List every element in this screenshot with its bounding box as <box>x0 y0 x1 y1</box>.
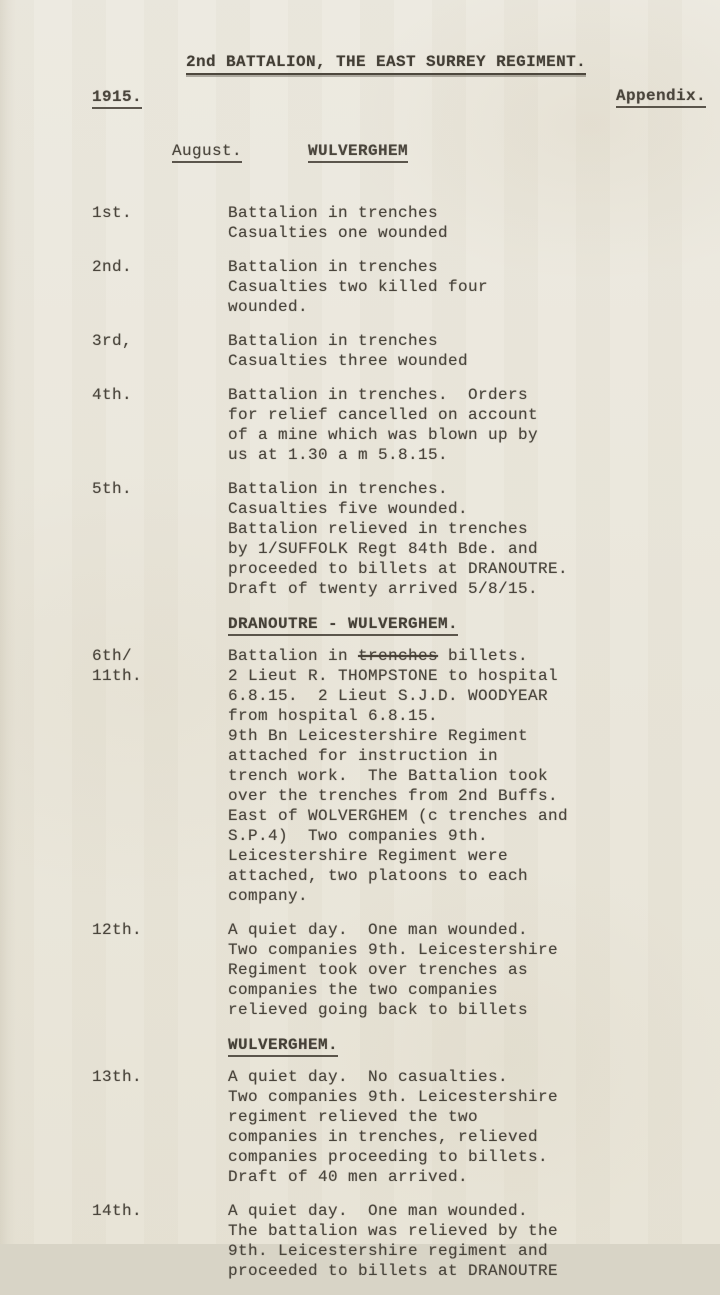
entry-body <box>228 920 720 1020</box>
entry-text-line: wounded. <box>228 298 309 316</box>
entry-text-line: relieved going back to billets <box>228 1001 529 1019</box>
entry-body <box>228 479 720 599</box>
entry-text-line: 9th Bn Leicestershire Regiment <box>228 727 529 745</box>
struck-out-text: trenches <box>358 647 439 665</box>
entry-day-line: 12th. <box>92 921 143 939</box>
entry-text-line: from hospital 6.8.15. <box>228 707 439 725</box>
entry-text-line: trench work. The Battalion took <box>228 767 549 785</box>
entry-text-line: Battalion relieved in trenches <box>228 520 529 538</box>
entry-body <box>228 1067 720 1187</box>
entry-text-line: Battalion in trenches <box>228 204 439 222</box>
entry-text-line: S.P.4) Two companies 9th. <box>228 827 489 845</box>
entry-text-line <box>228 646 720 666</box>
entry-text-line: by 1/SUFFOLK Regt 84th Bde. and <box>228 540 539 558</box>
entry-text-line: Draft of twenty arrived 5/8/15. <box>228 580 539 598</box>
diary-entry <box>92 203 720 243</box>
diary-entry <box>92 331 720 371</box>
entry-text-line: Draft of 40 men arrived. <box>228 1168 469 1186</box>
entry-text-line: The battalion was relieved by the <box>228 1222 559 1240</box>
entry-text-line: 9th. Leicestershire regiment and <box>228 1242 549 1260</box>
entry-text-line: for relief cancelled on account <box>228 406 539 424</box>
entry-text-line: proceeded to billets at DRANOUTRE. <box>228 560 569 578</box>
diary-entry <box>92 646 720 906</box>
diary-entry <box>92 920 720 1020</box>
section-heading <box>228 1035 720 1055</box>
entry-day-label <box>92 257 228 277</box>
entry-text-line: Casualties three wounded <box>228 352 469 370</box>
entry-text-line: of a mine which was blown up by <box>228 426 539 444</box>
entry-text-line: East of WOLVERGHEM (c trenches and <box>228 807 569 825</box>
month-row <box>92 121 720 181</box>
entry-text-line: companies proceeding to billets. <box>228 1148 549 1166</box>
entry-text-line: Casualties one wounded <box>228 224 449 242</box>
entry-text-line: Regiment took over trenches as <box>228 961 529 979</box>
month-label: August. <box>92 121 228 181</box>
entry-day-line: 14th. <box>92 1202 143 1220</box>
entry-body <box>228 257 720 317</box>
entry-text-line: companies in trenches, relieved <box>228 1128 539 1146</box>
entry-text-line: Battalion in trenches. Orders <box>228 386 529 404</box>
entry-text-line: A quiet day. No casualties. <box>228 1068 509 1086</box>
diary-entries <box>0 121 720 1295</box>
diary-entry <box>92 1067 720 1187</box>
entry-text-line: us at 1.30 a m 5.8.15. <box>228 446 449 464</box>
entry-text-line: proceeded to billets at DRANOUTRE <box>228 1262 559 1280</box>
entry-day-label <box>92 646 228 686</box>
entry-day-line: 1st. <box>92 204 133 222</box>
entry-text-line: Battalion in trenches <box>228 258 439 276</box>
entry-day-line: 11th. <box>92 667 143 685</box>
entry-text-segment: Battalion in <box>228 647 359 665</box>
page-title <box>146 32 586 92</box>
section-heading-text: WULVERGHEM. <box>228 1036 338 1057</box>
entry-body <box>228 1201 720 1281</box>
diary-entry <box>92 257 720 317</box>
section-heading <box>228 614 720 634</box>
section-heading: WULVERGHEM <box>228 121 720 181</box>
entry-text-line: 2 Lieut R. THOMPSTONE to hospital <box>228 667 559 685</box>
entry-text-line: attached, two platoons to each <box>228 867 529 885</box>
entry-text-line: 6.8.15. 2 Lieut S.J.D. WOODYEAR <box>228 687 549 705</box>
entry-day-label <box>92 1067 228 1087</box>
entry-body <box>228 646 720 906</box>
entry-text-line: Two companies 9th. Leicestershire <box>228 941 559 959</box>
entry-text-segment: billets. <box>438 647 529 665</box>
entry-text-line: Two companies 9th. Leicestershire <box>228 1088 559 1106</box>
entry-text-line: Leicestershire Regiment were <box>228 847 509 865</box>
entry-day-label <box>92 1201 228 1221</box>
page-title-text: 2nd BATTALION, THE EAST SURREY REGIMENT. <box>186 53 586 75</box>
appendix-label: Appendix. <box>616 86 706 106</box>
diary-entry <box>92 385 720 465</box>
entry-day-line: 4th. <box>92 386 133 404</box>
entry-day-label <box>92 920 228 940</box>
entry-text-line: A quiet day. One man wounded. <box>228 921 529 939</box>
diary-entry <box>92 479 720 599</box>
entry-day-line: 6th/ <box>92 647 133 665</box>
section-heading-text: DRANOUTRE - WULVERGHEM. <box>228 615 458 636</box>
entry-body <box>228 385 720 465</box>
entry-body <box>228 203 720 243</box>
entry-text-line: A quiet day. One man wounded. <box>228 1202 529 1220</box>
diary-entry <box>92 1201 720 1281</box>
entry-day-label <box>92 385 228 405</box>
entry-day-line: 3rd, <box>92 332 133 350</box>
entry-day-label <box>92 479 228 499</box>
entry-day-line: 13th. <box>92 1068 143 1086</box>
entry-body <box>228 331 720 371</box>
entry-text-line: company. <box>228 887 309 905</box>
entry-text-line: Casualties five wounded. <box>228 500 469 518</box>
entry-text-line: over the trenches from 2nd Buffs. <box>228 787 559 805</box>
entry-text-line: regiment relieved the two <box>228 1108 479 1126</box>
year-label: 1915. <box>92 87 142 107</box>
entry-text-line: Battalion in trenches. <box>228 480 449 498</box>
entry-text-line: Casualties two killed four <box>228 278 489 296</box>
entry-text-line: companies the two companies <box>228 981 499 999</box>
entry-day-label <box>92 331 228 351</box>
entry-text-line: attached for instruction in <box>228 747 499 765</box>
entry-day-line: 2nd. <box>92 258 133 276</box>
entry-day-line: 5th. <box>92 480 133 498</box>
entry-text-line: Battalion in trenches <box>228 332 439 350</box>
entry-day-label <box>92 203 228 223</box>
